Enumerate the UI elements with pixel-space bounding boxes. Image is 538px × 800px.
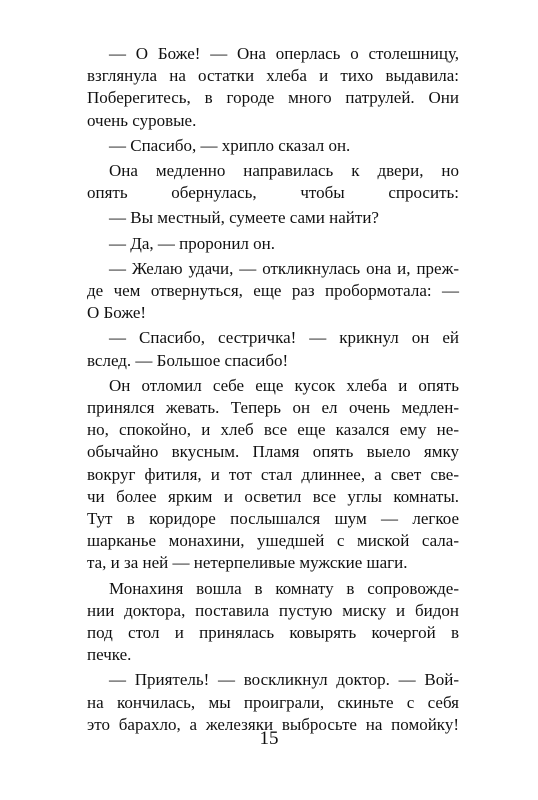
text-line: это барахло, а железяки выбросьте на помойку!: [87, 714, 459, 734]
text-line: — Вы местный, сумеете сами найти?: [109, 208, 379, 228]
text-line: Она медленно направилась к двери, но: [109, 161, 459, 180]
text-line: та, и за ней — нетерпеливые мужские шаги.: [87, 553, 408, 573]
text-line: вокруг фитиля, и тот стал длиннее, а свет све-: [87, 464, 459, 484]
page-number: 15: [259, 728, 279, 749]
text-line: — Спасибо, сестричка! — крикнул он ей: [109, 328, 459, 348]
text-line: — Спасибо, — хрипло сказал он.: [109, 135, 351, 155]
text-line: под стол и принялась ковырять кочергой в: [87, 623, 459, 642]
text-line: Поберегитесь, в городе много патрулей. Они: [87, 88, 459, 108]
text-line: — Желаю удачи, — откликнулась она и, преж-: [109, 258, 459, 278]
text-line: Монахиня вошла в комнату в сопровожде-: [109, 578, 459, 598]
text-line: шарканье монахини, ушедшей с миской сала-: [87, 531, 459, 551]
text-line: взглянула на остатки хлеба и тихо выдавила:: [87, 66, 459, 86]
text-line: Тут в коридоре послышался шум — легкое: [87, 509, 459, 528]
text-line: Он отломил себе еще кусок хлеба и опять: [109, 375, 459, 395]
text-line: но, спокойно, и хлеб все еще казался ему не-: [87, 420, 459, 440]
text-line: — Приятель! — воскликнул доктор. — Вой-: [109, 670, 459, 690]
text-line: — Да, — проронил он.: [109, 233, 276, 253]
text-line: опять обернулась, чтобы спросить:: [87, 183, 459, 203]
text-line: обычайно вкусным. Пламя опять выело ямку: [87, 442, 459, 462]
text-line: О Боже!: [87, 303, 147, 323]
text-line: — О Боже! — Она оперлась о столешницу,: [109, 44, 459, 63]
text-line: чи более ярким и осветил все углы комнаты.: [87, 486, 459, 506]
text-line: на кончилась, мы проиграли, скиньте с себя: [87, 692, 459, 712]
text-line: вслед. — Большое спасибо!: [87, 350, 289, 370]
text-line: де чем отвернуться, еще раз пробормотала: —: [87, 281, 459, 300]
text-line: очень суровые.: [87, 110, 197, 130]
text-line: печке.: [87, 645, 132, 665]
text-line: нии доктора, поставила пустую миску и бидон: [87, 600, 459, 620]
text-line: принялся жевать. Теперь он ел очень медлен-: [87, 398, 459, 417]
